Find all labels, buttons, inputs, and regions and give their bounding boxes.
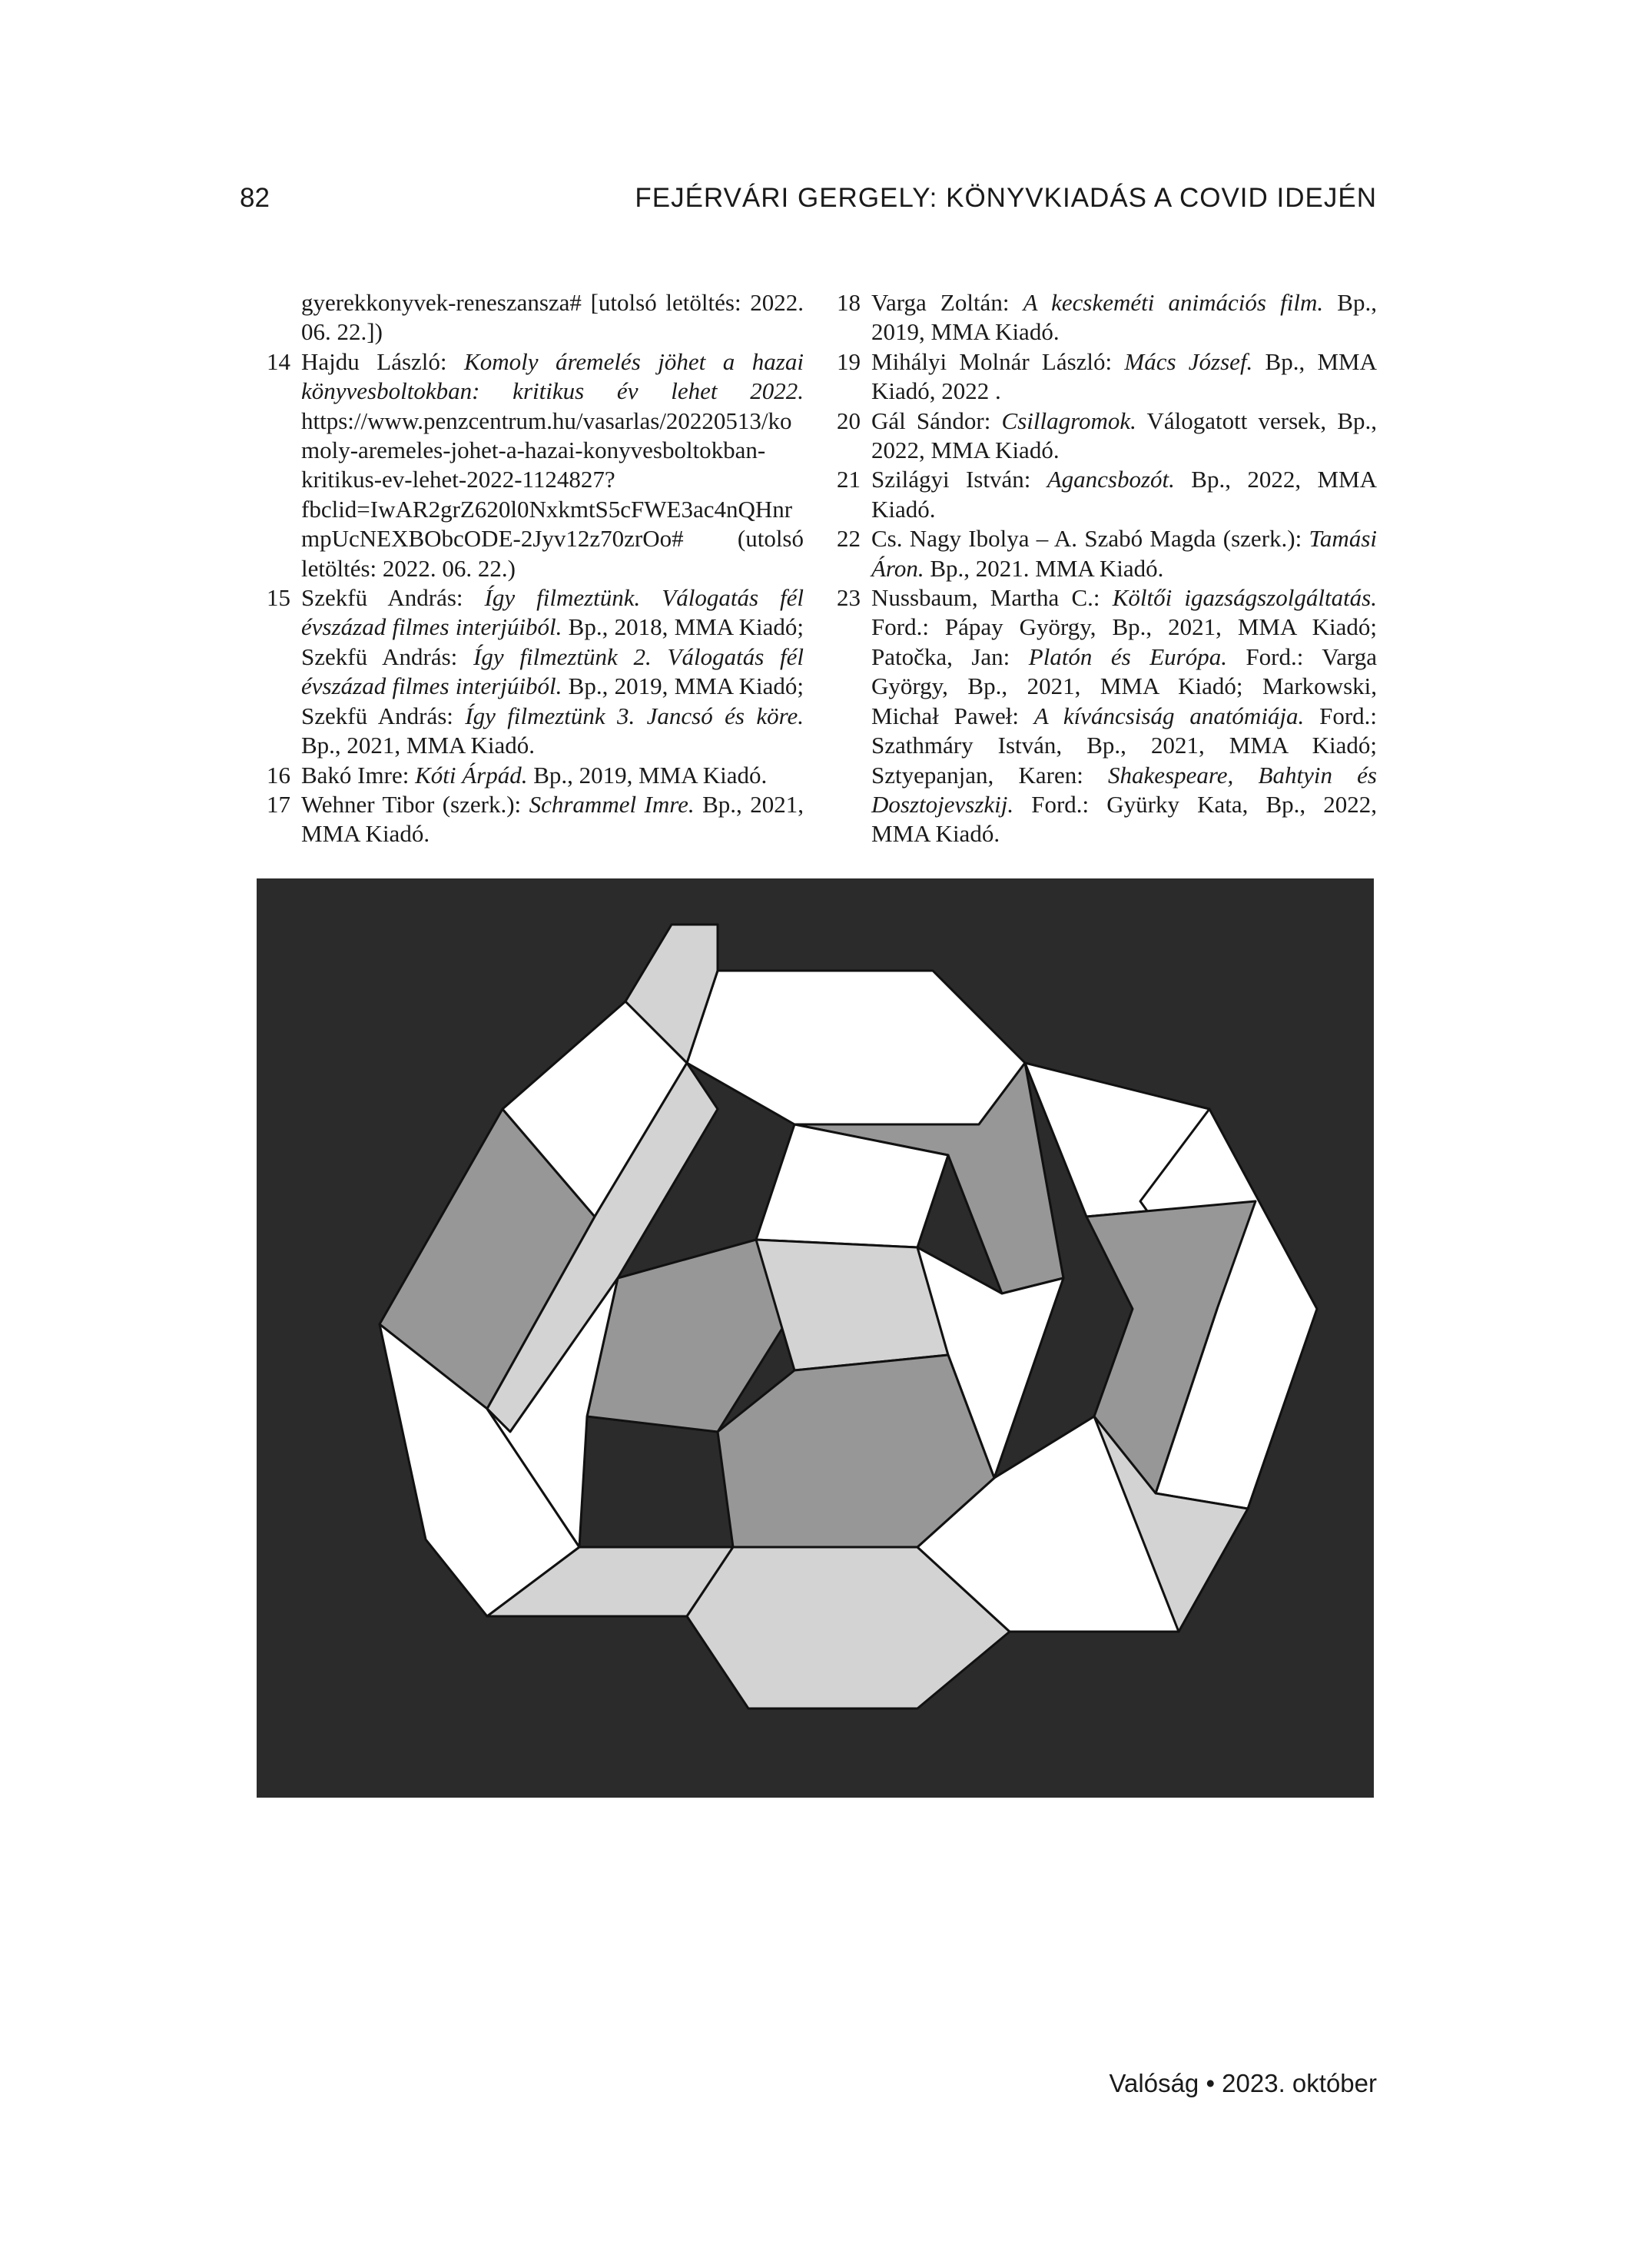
endnotes-left-column	[244, 288, 804, 849]
endnote-17: 17 Wehner Tibor (szerk.): Schrammel Imre. Bp., 2021, MMA Kiadó.	[244, 790, 804, 849]
endnote-22: 22 Cs. Nagy Ibolya – A. Szabó Magda (szerk.): Tamási Áron. Bp., 2021. MMA Kiadó.	[814, 524, 1377, 583]
endnote-number: 19	[837, 347, 861, 375]
endnote-14: 14 Hajdu László: Komoly áremelés jöhet a hazai könyvesboltokban: kritikus év lehet 2022. https://www.penzcentrum.hu/vasarlas/20220513/komoly-aremeles-johet-a-hazai-konyvesboltokban-kritikus-ev-lehet-2022-1124827?fbclid=IwAR2grZ620l0NxkmtS5cFWE3ac4nQHnrmpUcNEXBObcODE-2Jyv12z70zrOo# (utolsó letöltés: 2022. 06. 22.)	[244, 347, 804, 583]
endnote-number: 15	[267, 584, 290, 612]
endnote-13-continuation: gyerekkonyvek-reneszansza# [utolsó letöltés: 2022. 06. 22.])	[301, 289, 804, 346]
running-title: FEJÉRVÁRI GERGELY: KÖNYVKIADÁS A COVID IDEJÉN	[635, 183, 1377, 213]
endnote-number: 22	[837, 525, 861, 553]
endnote-20: 20 Gál Sándor: Csillagromok. Válogatott versek, Bp., 2022, MMA Kiadó.	[814, 407, 1377, 466]
endnote-number: 16	[267, 761, 290, 789]
endnote-19: 19 Mihályi Molnár László: Mács József. Bp., MMA Kiadó, 2022 .	[814, 347, 1377, 407]
page-number: 82	[240, 183, 270, 213]
endnote-number: 20	[837, 407, 861, 434]
endnote-number: 21	[837, 466, 861, 493]
endnote-18: 18 Varga Zoltán: A kecskeméti animációs film. Bp., 2019, MMA Kiadó.	[814, 288, 1377, 347]
endnote-number: 23	[837, 584, 861, 612]
endnote-16: 16 Bakó Imre: Kóti Árpád. Bp., 2019, MMA Kiadó.	[244, 761, 804, 790]
endnote-number: 14	[267, 347, 290, 375]
endnotes-right-column	[814, 288, 1377, 849]
endnote-number: 17	[267, 790, 290, 818]
endnote-21: 21 Szilágyi István: Agancsbozót. Bp., 2022, MMA Kiadó.	[814, 465, 1377, 524]
endnote-23: 23 Nussbaum, Martha C.: Költői igazságszolgáltatás. Ford.: Pápay György, Bp., 2021, MMA Kiadó; Patočka, Jan: Platón és Európa. Ford.: Varga György, Bp., 2021, MMA Kiadó; Markowski, Michał Paweł: A kíváncsiság anatómiája. Ford.: Szathmáry István, Bp., 2021, MMA Kiadó; Sztyepanjan, Karen: Shakespeare, Bahtyin és Dosztojevszkij. Ford.: Gyürky Kata, Bp., 2022, MMA Kiadó.	[814, 583, 1377, 849]
journal-footer: Valóság • 2023. október	[1109, 2069, 1377, 2097]
impossible-geometric-figure	[257, 878, 1374, 1798]
endnote-number: 18	[837, 289, 861, 316]
endnote-15: 15 Szekfü András: Így filmeztünk. Válogatás fél évszázad filmes interjúiból. Bp., 2018, MMA Kiadó; Szekfü András: Így filmeztünk 2. Válogatás fél évszázad filmes interjúiból. Bp., 2019, MMA Kiadó; Szekfü András: Így filmeztünk 3. Jancsó és köre. Bp., 2021, MMA Kiadó.	[244, 583, 804, 760]
